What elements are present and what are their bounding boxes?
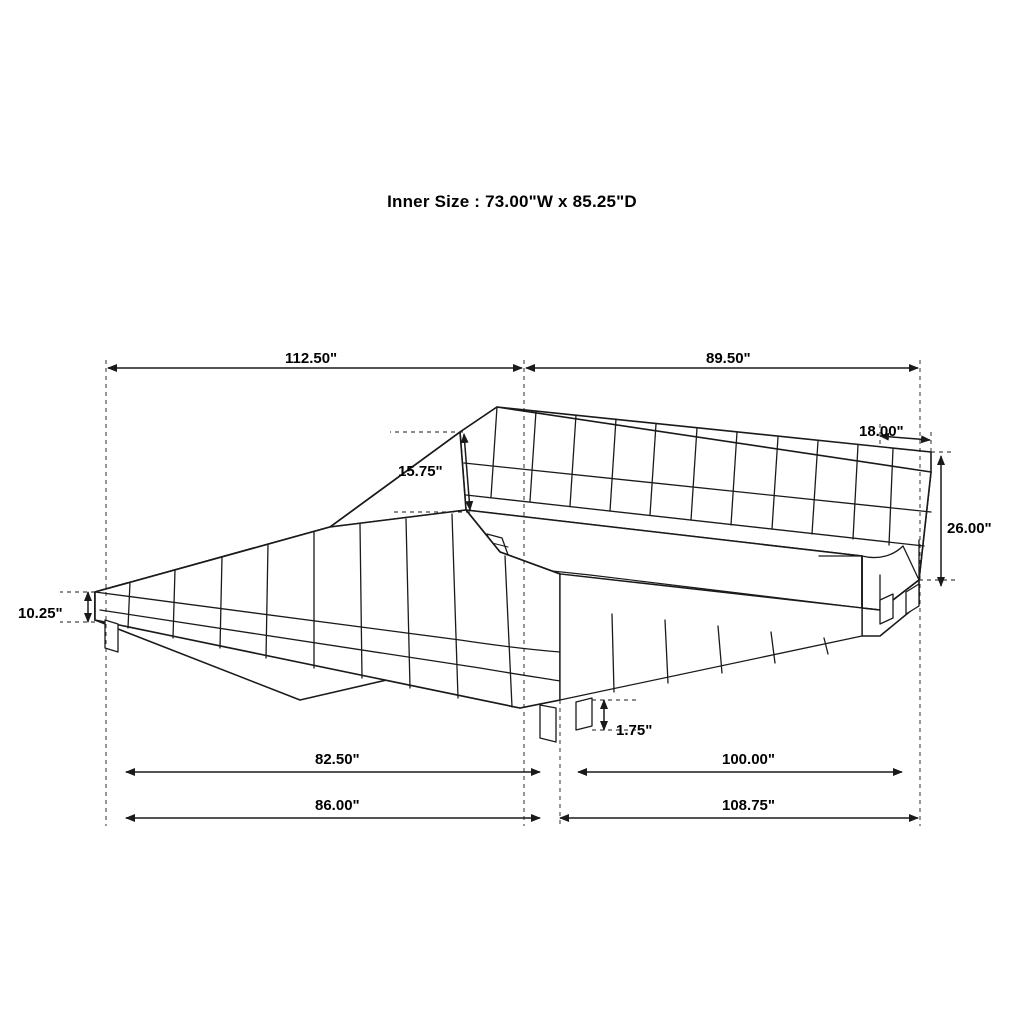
dimension-label-15-75: 15.75" [398,463,443,480]
dimension-label-82-50: 82.50" [315,751,360,768]
dimension-label-10-25: 10.25" [18,605,63,622]
page-title: Inner Size : 73.00"W x 85.25"D [387,192,637,211]
dimension-label-18-00: 18.00" [859,423,904,440]
dimension-label-86-00: 86.00" [315,797,360,814]
dimension-label-112-50: 112.50" [285,350,338,367]
bed-illustration [95,407,931,742]
dimension-label-26-00: 26.00" [947,520,992,537]
dimension-label-89-50: 89.50" [706,350,751,367]
dimension-label-100-00: 100.00" [722,751,775,768]
dimension-label-1-75: 1.75" [616,722,653,739]
dimension-label-108-75: 108.75" [722,797,775,814]
